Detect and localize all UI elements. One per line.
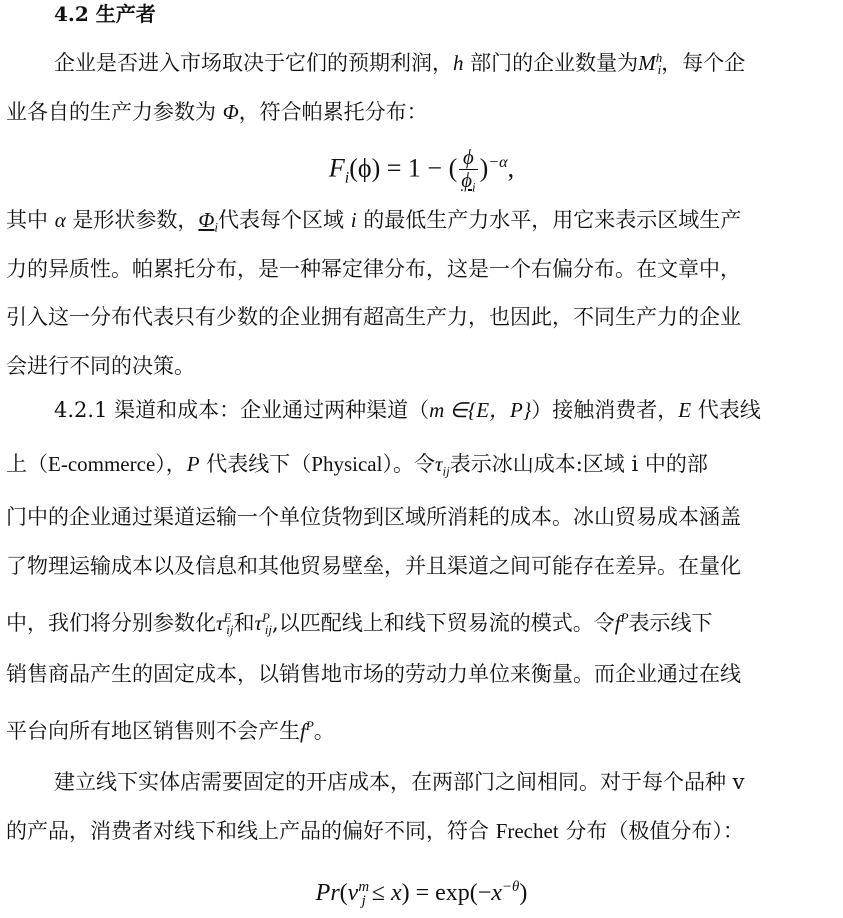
para3-line2: 上（E-commerce），P 代表线下（Physical）。令$\tau_{ij}$表示冰山成本:区域 i 中的部 <box>6 452 708 479</box>
para3-line5: 中，我们将分别参数化$\tau^E_{ij}$和$\tau^P_{ij}$,以匹配线上和线下贸易流的模式。令$f^P$表示线下 <box>6 610 713 638</box>
para2-line4: 会进行不同的决策。 <box>6 354 195 378</box>
text: 部门的企业数量为 <box>463 50 639 75</box>
para1-line1 <box>54 44 836 84</box>
para3-line4: 了物理运输成本以及信息和其他贸易壁垒，并且渠道之间可能存在差异。在量化 <box>6 554 741 578</box>
text: ，符合帕累托分布： <box>238 100 428 124</box>
equation-frechet: $Pr(v^m_j \le x) = \exp(-x^{-\theta})$ <box>315 879 528 910</box>
para2-line1: 其中 α 是形状参数，$\Phi_i$代表每个区域 i 的最低生产力水平，用它来表示区域生产 <box>6 208 742 235</box>
math-phi: Φ <box>222 100 239 124</box>
text: 业各自的生产力参数为 <box>6 100 223 124</box>
para2-line3: 引入这一分布代表只有少数的企业拥有超高生产力，也因此，不同生产力的企业 <box>6 305 741 329</box>
para3-line7: 平台向所有地区销售则不会产生$f^P$。 <box>6 718 335 743</box>
para1-line2 <box>6 98 836 126</box>
text: 企业是否进入市场取决于它们的预期利润， <box>54 50 453 75</box>
section-heading-text: 4.2 生产者 <box>54 2 156 26</box>
para4-line1: 建立线下实体店需要固定的开店成本，在两部门之间相同。对于每个品种 v <box>54 770 745 794</box>
section-heading <box>54 0 836 28</box>
para3-line1: 4.2.1 渠道和成本：企业通过两种渠道（m ∈{E，P}）接触消费者，E 代表线 <box>54 398 761 422</box>
text: ，每个企 <box>661 50 746 75</box>
para3-line6: 销售商品产生的固定成本，以销售地市场的劳动力单位来衡量。而企业通过在线 <box>6 662 741 686</box>
para4-line2: 的产品，消费者对线下和线上产品的偏好不同，符合 Frechet 分布（极值分布）： <box>6 819 744 843</box>
math-h: h <box>453 50 464 75</box>
math-M: $M^h_i$ <box>638 50 663 78</box>
para2-line2: 力的异质性。帕累托分布，是一种幂定律分布，这是一个右偏分布。在文章中， <box>6 257 741 281</box>
equation-pareto: $F_i(\phi) = 1$ − ( $\frac{\phi}{\phi_i}$ )$^{-\alpha}$, <box>328 145 515 195</box>
para3-line3: 门中的企业通过渠道运输一个单位货物到区域所消耗的成本。冰山贸易成本涵盖 <box>6 505 741 529</box>
